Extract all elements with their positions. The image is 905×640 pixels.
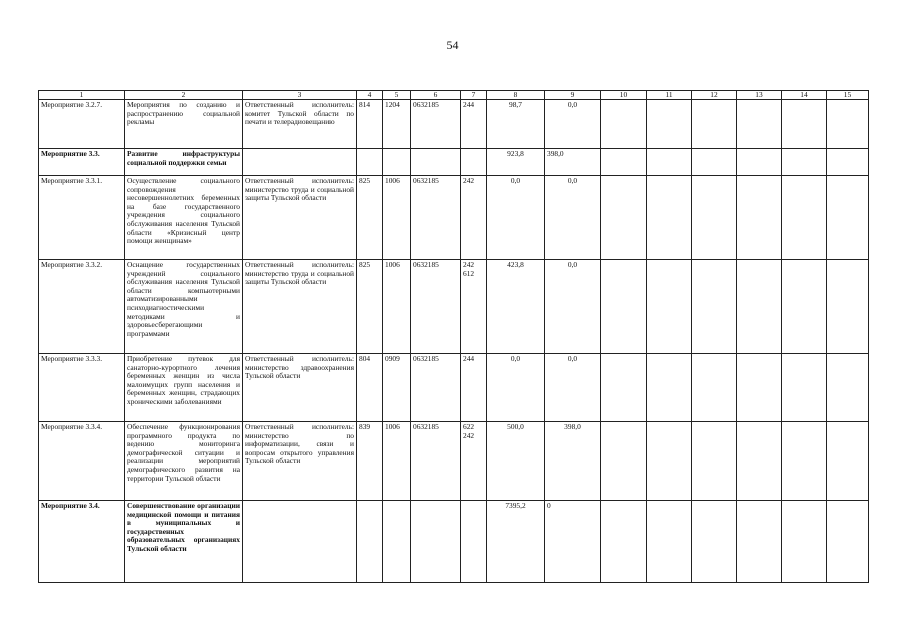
row-c9-cell: 398,0 xyxy=(545,149,601,176)
column-header: 4 xyxy=(357,91,383,100)
row-c5-cell: 1204 xyxy=(383,100,411,149)
row-id-cell: Мероприятие 3.4. xyxy=(39,501,125,583)
table-row xyxy=(39,149,869,176)
column-header: 15 xyxy=(827,91,869,100)
row-empty-cell xyxy=(827,422,869,501)
row-name-cell: Мероприятия по созданию и распространению социальной рекламы xyxy=(125,100,243,149)
row-c7-cell: 242 xyxy=(461,176,487,260)
row-name-cell: Обеспечение функционирования программного продукта по ведению мониторинга демографической ситуации и реализации мероприятий демографического развития на территории Тульской области xyxy=(125,422,243,501)
row-c4-cell xyxy=(357,149,383,176)
row-empty-cell xyxy=(737,354,782,422)
row-empty-cell xyxy=(647,176,692,260)
row-empty-cell xyxy=(692,501,737,583)
row-c5-cell: 1006 xyxy=(383,176,411,260)
row-empty-cell xyxy=(782,354,827,422)
row-c6-cell: 0632185 xyxy=(411,260,461,354)
row-empty-cell xyxy=(647,149,692,176)
row-empty-cell xyxy=(692,100,737,149)
row-empty-cell xyxy=(692,176,737,260)
row-c7-cell: 244 xyxy=(461,100,487,149)
column-header: 8 xyxy=(487,91,545,100)
row-c4-cell: 825 xyxy=(357,176,383,260)
row-empty-cell xyxy=(601,422,647,501)
row-c8-cell: 500,0 xyxy=(487,422,545,501)
page-number: 54 xyxy=(446,38,459,52)
row-c7-cell xyxy=(461,149,487,176)
column-header: 5 xyxy=(383,91,411,100)
row-c9-cell: 0,0 xyxy=(545,100,601,149)
row-id-cell: Мероприятие 3.3.3. xyxy=(39,354,125,422)
row-empty-cell xyxy=(601,176,647,260)
row-empty-cell xyxy=(601,501,647,583)
header-row xyxy=(39,91,869,100)
table-row xyxy=(39,354,869,422)
row-id-cell: Мероприятие 3.3.2. xyxy=(39,260,125,354)
row-empty-cell xyxy=(647,260,692,354)
row-c9-cell: 398,0 xyxy=(545,422,601,501)
row-empty-cell xyxy=(827,149,869,176)
row-name-cell: Осуществление социального сопровождения несовершеннолетних беременных на базе государственного учреждения социального обслуживания населения Тульской области «Кризисный центр помощи женщинам» xyxy=(125,176,243,260)
row-empty-cell xyxy=(737,176,782,260)
row-empty-cell xyxy=(692,422,737,501)
row-id-cell: Мероприятие 3.3.4. xyxy=(39,422,125,501)
row-empty-cell xyxy=(647,354,692,422)
row-c9-cell: 0,0 xyxy=(545,354,601,422)
row-executor-cell xyxy=(243,501,357,583)
column-header: 11 xyxy=(647,91,692,100)
row-empty-cell xyxy=(601,354,647,422)
column-header: 9 xyxy=(545,91,601,100)
row-empty-cell xyxy=(692,149,737,176)
row-executor-cell: Ответственный исполнитель: министерство здравоохранения Тульской области xyxy=(243,354,357,422)
row-name-cell: Оснащение государственных учреждений социального обслуживания населения Тульской области компьютерными автоматизированными психодиагностическими методиками и здоровьесберегающими программами xyxy=(125,260,243,354)
row-c4-cell: 804 xyxy=(357,354,383,422)
row-name-cell: Совершенствование организации медицинской помощи и питания в муниципальных и государственных образовательных организациях Тульской области xyxy=(125,501,243,583)
row-empty-cell xyxy=(782,176,827,260)
table-row xyxy=(39,176,869,260)
table-row xyxy=(39,100,869,149)
row-empty-cell xyxy=(827,100,869,149)
row-executor-cell xyxy=(243,149,357,176)
row-c8-cell: 923,8 xyxy=(487,149,545,176)
row-empty-cell xyxy=(692,354,737,422)
row-empty-cell xyxy=(737,422,782,501)
row-name-cell: Развитие инфраструктуры социальной поддержки семьи xyxy=(125,149,243,176)
row-empty-cell xyxy=(827,260,869,354)
column-header: 3 xyxy=(243,91,357,100)
row-c6-cell xyxy=(411,501,461,583)
table-row xyxy=(39,260,869,354)
row-empty-cell xyxy=(782,100,827,149)
row-empty-cell xyxy=(737,149,782,176)
row-c9-cell: 0 xyxy=(545,501,601,583)
row-empty-cell xyxy=(647,501,692,583)
row-empty-cell xyxy=(601,260,647,354)
row-empty-cell xyxy=(647,422,692,501)
row-name-cell: Приобретение путевок для санаторно-курортного лечения беременных женщин из числа малоимущих групп населения и беременных женщин, страдающих хроническими заболеваниями xyxy=(125,354,243,422)
row-empty-cell xyxy=(827,501,869,583)
column-header: 12 xyxy=(692,91,737,100)
row-c4-cell: 839 xyxy=(357,422,383,501)
row-empty-cell xyxy=(782,149,827,176)
row-executor-cell: Ответственный исполнитель: министерство труда и социальной защиты Тульской области xyxy=(243,176,357,260)
table-row xyxy=(39,501,869,583)
row-empty-cell xyxy=(827,354,869,422)
row-empty-cell xyxy=(692,260,737,354)
row-c5-cell xyxy=(383,149,411,176)
row-id-cell: Мероприятие 3.2.7. xyxy=(39,100,125,149)
row-empty-cell xyxy=(737,100,782,149)
row-id-cell: Мероприятие 3.3.1. xyxy=(39,176,125,260)
row-c4-cell: 814 xyxy=(357,100,383,149)
column-header: 14 xyxy=(782,91,827,100)
row-c6-cell: 0632185 xyxy=(411,422,461,501)
row-empty-cell xyxy=(782,501,827,583)
row-empty-cell xyxy=(827,176,869,260)
row-c8-cell: 98,7 xyxy=(487,100,545,149)
row-empty-cell xyxy=(647,100,692,149)
row-c8-cell: 423,8 xyxy=(487,260,545,354)
column-header: 13 xyxy=(737,91,782,100)
row-c9-cell: 0,0 xyxy=(545,176,601,260)
row-c6-cell: 0632185 xyxy=(411,354,461,422)
row-c6-cell: 0632185 xyxy=(411,176,461,260)
row-c4-cell xyxy=(357,501,383,583)
row-c4-cell: 825 xyxy=(357,260,383,354)
row-empty-cell xyxy=(782,260,827,354)
row-c5-cell: 0909 xyxy=(383,354,411,422)
column-header: 2 xyxy=(125,91,243,100)
row-executor-cell: Ответственный исполнитель: министерство по информатизации, связи и вопросам открытого управления Тульской области xyxy=(243,422,357,501)
row-c6-cell: 0632185 xyxy=(411,100,461,149)
row-c8-cell: 0,0 xyxy=(487,354,545,422)
row-c8-cell: 0,0 xyxy=(487,176,545,260)
row-empty-cell xyxy=(737,501,782,583)
row-c5-cell: 1006 xyxy=(383,422,411,501)
column-header: 10 xyxy=(601,91,647,100)
row-c8-cell: 7395,2 xyxy=(487,501,545,583)
table-row xyxy=(39,422,869,501)
column-header: 7 xyxy=(461,91,487,100)
row-c7-cell: 622 242 xyxy=(461,422,487,501)
row-empty-cell xyxy=(601,149,647,176)
row-c7-cell: 244 xyxy=(461,354,487,422)
row-id-cell: Мероприятие 3.3. xyxy=(39,149,125,176)
row-c5-cell: 1006 xyxy=(383,260,411,354)
column-header: 1 xyxy=(39,91,125,100)
row-c6-cell xyxy=(411,149,461,176)
row-c7-cell xyxy=(461,501,487,583)
budget-table xyxy=(38,90,869,583)
row-c5-cell xyxy=(383,501,411,583)
row-executor-cell: Ответственный исполнитель: министерство труда и социальной защиты Тульской области xyxy=(243,260,357,354)
row-c9-cell: 0,0 xyxy=(545,260,601,354)
row-executor-cell: Ответственный исполнитель: комитет Тульской области по печати и телерадиовещанию xyxy=(243,100,357,149)
row-c7-cell: 242 612 xyxy=(461,260,487,354)
row-empty-cell xyxy=(601,100,647,149)
column-header: 6 xyxy=(411,91,461,100)
row-empty-cell xyxy=(782,422,827,501)
row-empty-cell xyxy=(737,260,782,354)
